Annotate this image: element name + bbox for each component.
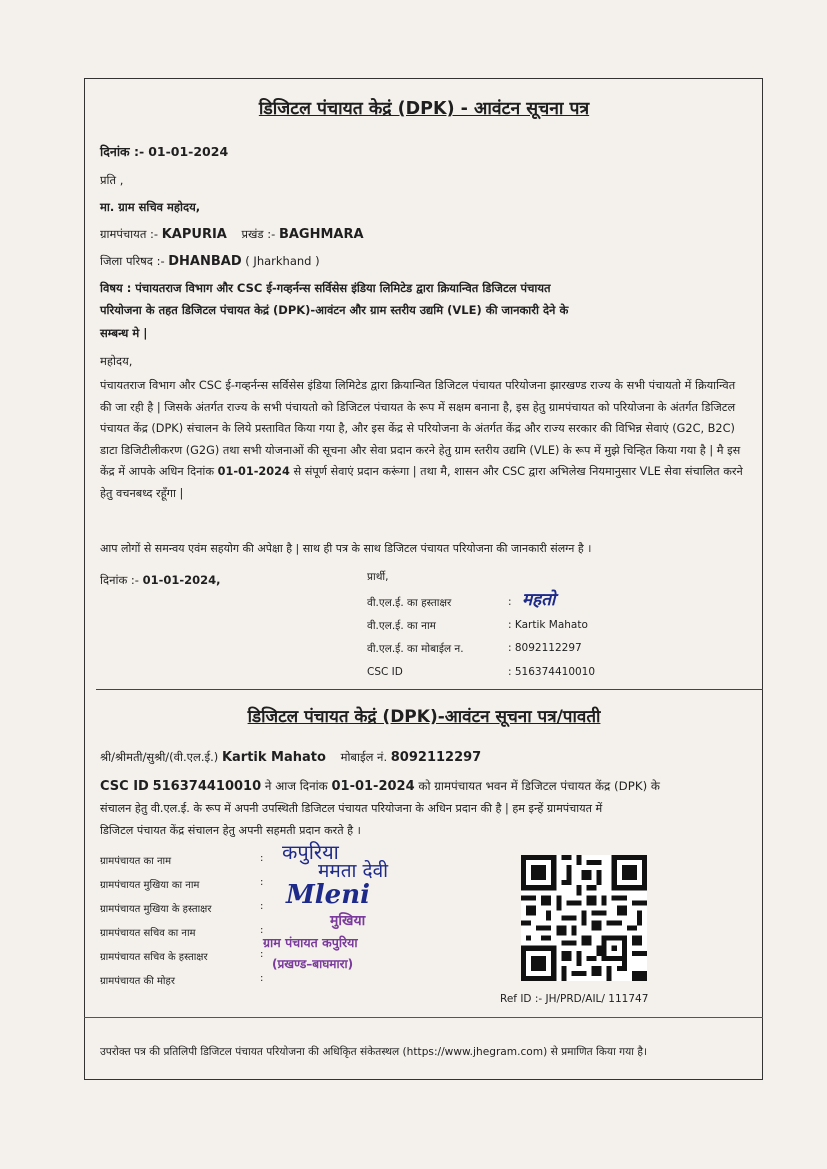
district-line: जिला परिषद :- DHANBAD ( Jharkhand ) (100, 254, 320, 269)
field-gp-name-label: ग्रामपंचायत का नाम (100, 856, 172, 867)
vle-signature: महतो (522, 590, 556, 610)
footer-date: दिनांक :- 01-01-2024, (100, 573, 221, 587)
field-mukhiya-sign-label: ग्रामपंचायत मुखिया के हस्ताक्षर (100, 904, 212, 915)
prati-line: प्रति , (100, 173, 124, 187)
field-mukhiya-name-label: ग्रामपंचायत मुखिया का नाम (100, 880, 200, 891)
field-gp-name-colon: : (260, 853, 264, 864)
stamp-gram-panchayat: ग्राम पंचायत कपुरिया (263, 935, 358, 950)
receipt-title: डिजिटल पंचायत केद्रं (DPK)-आवंटन सूचना पत्र/पावती (247, 707, 601, 727)
vle-mobile-value: : 8092112297 (508, 642, 582, 654)
footer-note: उपरोक्त पत्र की प्रतिलिपी डिजिटल पंचायत परियोजना की अधिकृित संकेतस्थल (https://www.jhegram.com) से प्रमाणित किया गया है। (100, 1046, 648, 1058)
prarthi: प्रार्थी, (367, 571, 389, 583)
letter-body: पंचायतराज विभाग और CSC ई-गव्हर्नन्स सर्विसेस इंडिया लिमिटेड द्वारा क्रियान्वित डिजिटल पंचायत परियोजना झारखण्ड राज्य के सभी पंचायतो में क्रियान्वित की जा रही है | जिसके अंतर्गत राज्य के सभी पंचायतो को डिजिटल पंचायत के रूप में सक्षम बनाना है, इस हेतु ग्रामपंचायत को परियोजना के अंतर्गत डिजिटल पंचायत केंद्र (DPK) संचालन के लिये प्रस्तावित किया गया है, और इस केंद्र से परियोजना के अंतर्गत केंद्र और राज्य सरकार की विभिन्न सेवाएं (G2C, B2C) डाटा डिजिटीलीकरण (G2G) तथा सभी योजनाओं की सूचना और सेवा प्रदान करने हेतु ग्राम स्तरीय उद्यमि (VLE) के रूप में मुझे चिन्हित किया गया है | मै इस केंद्र में आपके अधिन दिनांक 01-01-2024 से संपूर्ण सेवाएं प्रदान करूंगा | तथा मै, शासन और CSC द्वारा अभिलेख नियमानुसार VLE सेवा संचालित करने हेतु वचनबध्द रहूँगा | (100, 379, 743, 500)
receipt-text-line-3: डिजिटल पंचायत केंद्र संचालन हेतु अपनी सहमती प्रदान करते है । (100, 824, 361, 837)
gram-panchayat-line: ग्रामपंचायत :- KAPURIA प्रखंड :- BAGHMARA (100, 227, 364, 242)
receipt-text-line-1: CSC ID 516374410010 ने आज दिनांक 01-01-2024 को ग्रामपंचायत भवन में डिजिटल पंचायत केंद्र (DPK) के (100, 779, 660, 794)
field-sachiv-sign-label: ग्रामपंचायत सचिव के हस्ताक्षर (100, 952, 208, 963)
salutation: महोदय, (100, 354, 133, 368)
vle-name-value: : Kartik Mahato (508, 619, 588, 631)
receipt-text-line-2: संचालन हेतु वी.एल.ई. के रूप में अपनी उपस्थिती डिजिटल पंचायत परियोजना के अधिन प्रदान की है | हम इन्हें ग्रामपंचायत में (100, 802, 603, 815)
vle-sign-label: वी.एल.ई. का हस्ताक्षर (367, 597, 452, 609)
field-seal-colon: : (260, 973, 264, 984)
field-seal-label: ग्रामपंचायत की मोहर (100, 976, 175, 987)
stamp-block: (प्रखण्ड–बाघमारा) (272, 957, 354, 971)
ref-id: Ref ID :- JH/PRD/AIL/ 111747 (500, 993, 649, 1005)
mukhiya-signature: Mleni (286, 880, 370, 910)
letter-date: दिनांक :- 01-01-2024 (100, 144, 229, 159)
qr-code (521, 855, 647, 981)
csc-id-value: : 516374410010 (508, 666, 596, 678)
vle-sign-colon: : (508, 596, 512, 608)
field-sachiv-name-colon: : (260, 925, 264, 936)
handwritten-gp-name: कपुरिया (282, 840, 339, 864)
field-sachiv-name-label: ग्रामपंचायत सचिव का नाम (100, 928, 196, 939)
letter-title: डिजिटल पंचायत केद्रं (DPK) - आवंटन सूचना पत्र (258, 99, 590, 119)
subject-line-3: सम्बन्ध मे | (100, 326, 148, 340)
subject-line-1: विषय : पंचायतराज विभाग और CSC ई-गव्हर्नन्स सर्विसेस इंडिया लिमिटेड द्वारा क्रियान्वित डिजिटल पंचायत (100, 281, 551, 295)
field-mukhiya-name-colon: : (260, 877, 264, 888)
handwritten-mukhiya-name: ममता देवी (318, 860, 389, 882)
vle-name-label: वी.एल.ई. का नाम (367, 620, 436, 632)
closing-line: आप लोगों से समन्वय एवंम सहयोग की अपेक्षा है | साथ ही पत्र के साथ डिजिटल पंचायत परियोजना की जानकारी संलग्न है । (100, 542, 592, 555)
subject-line-2: परियोजना के तहत डिजिटल पंचायत केद्रं (DPK)-आवंटन और ग्राम स्तरीय उद्यमि (VLE) की जानकारी देने के (100, 303, 569, 317)
vle-mobile-label: वी.एल.ई. का मोबाईल न. (367, 643, 464, 655)
field-mukhiya-sign-colon: : (260, 901, 264, 912)
csc-id-label: CSC ID (367, 666, 403, 678)
stamp-mukhiya: मुखिया (330, 913, 366, 929)
addressee: मा. ग्राम सचिव महोदय, (100, 200, 201, 214)
receipt-person-line: श्री/श्रीमती/सुश्री/(वी.एल.ई.) Kartik Mahato मोबाईल नं. 8092112297 (100, 750, 482, 765)
section-divider (96, 689, 763, 690)
field-sachiv-sign-colon: : (260, 949, 264, 960)
footer-divider (84, 1017, 763, 1018)
